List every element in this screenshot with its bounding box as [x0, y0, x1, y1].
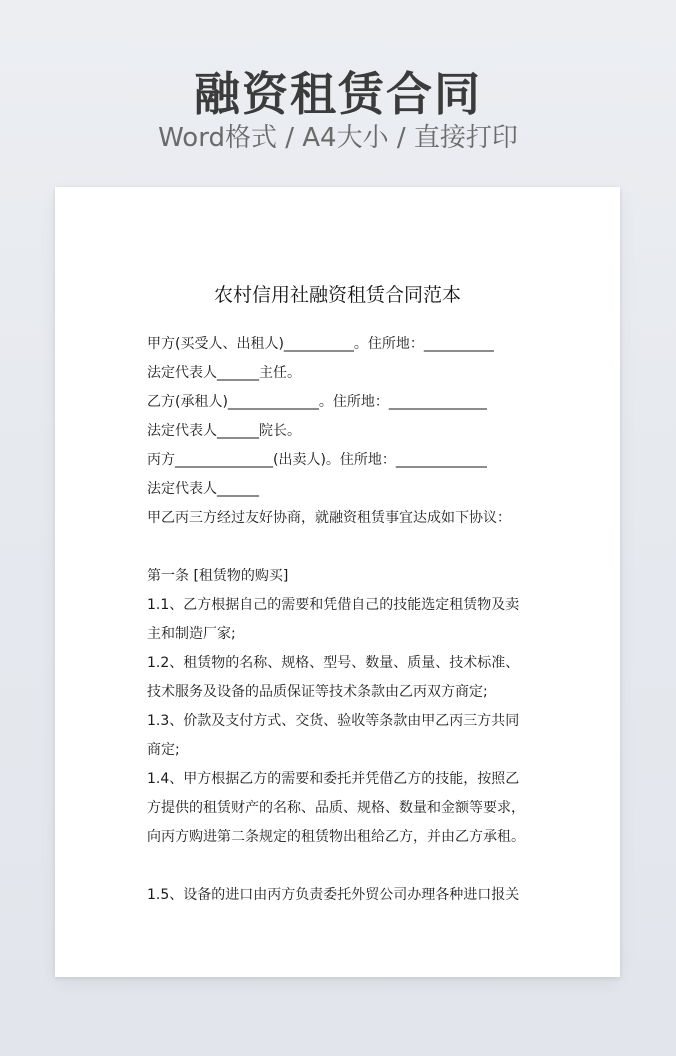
- clause-1-5-line-1: 1.5、设备的进口由丙方负责委托外贸公司办理各种进口报关: [147, 887, 520, 903]
- document-page: [55, 187, 620, 977]
- clause-1-2-line-2: 技术服务及设备的品质保证等技术条款由乙丙双方商定;: [147, 684, 488, 700]
- blank-line: [147, 852, 557, 881]
- party-b-line: 乙方(承租人)_____________。住所地：______________: [147, 394, 487, 410]
- clause-1-3-line-1: 1.3、价款及支付方式、交货、验收等条款由甲乙丙三方共同: [147, 713, 520, 729]
- clause-1-1-line-1: 1.1、乙方根据自己的需要和凭借自己的技能选定租赁物及卖: [147, 597, 520, 613]
- article-1-heading: 第一条 [租赁物的购买]: [147, 568, 289, 584]
- document-body: [147, 330, 557, 910]
- party-b-representative-line: 法定代表人______院长。: [147, 423, 301, 439]
- agreement-intro-line: 甲乙丙三方经过友好协商，就融资租赁事宜达成如下协议：: [147, 510, 511, 526]
- document-title: 农村信用社融资租赁合同范本: [213, 284, 461, 306]
- clause-1-4-line-1: 1.4、甲方根据乙方的需要和委托并凭借乙方的技能，按照乙: [147, 771, 520, 787]
- party-a-line: 甲方(买受人、出租人)__________。住所地：__________: [147, 336, 494, 352]
- banner-subtitle: Word格式 / A4大小 / 直接打印: [158, 123, 518, 153]
- clause-1-3-line-2: 商定;: [147, 742, 180, 758]
- clause-1-4-line-2: 方提供的租赁财产的名称、品质、规格、数量和金额等要求，: [147, 800, 525, 816]
- clause-1-1-line-2: 主和制造厂家;: [147, 626, 236, 642]
- clause-1-2-line-1: 1.2、租赁物的名称、规格、型号、数量、质量、技术标准、: [147, 655, 520, 671]
- party-c-representative-line: 法定代表人______: [147, 481, 259, 497]
- blank-line: [147, 533, 557, 562]
- clause-1-4-line-3: 向丙方购进第二条规定的租赁物出租给乙方，并由乙方承租。: [147, 829, 525, 845]
- party-c-line: 丙方______________(出卖人)。住所地：_____________: [147, 452, 487, 468]
- party-a-representative-line: 法定代表人______主任。: [147, 365, 301, 381]
- banner-title: 融资租赁合同: [194, 67, 482, 121]
